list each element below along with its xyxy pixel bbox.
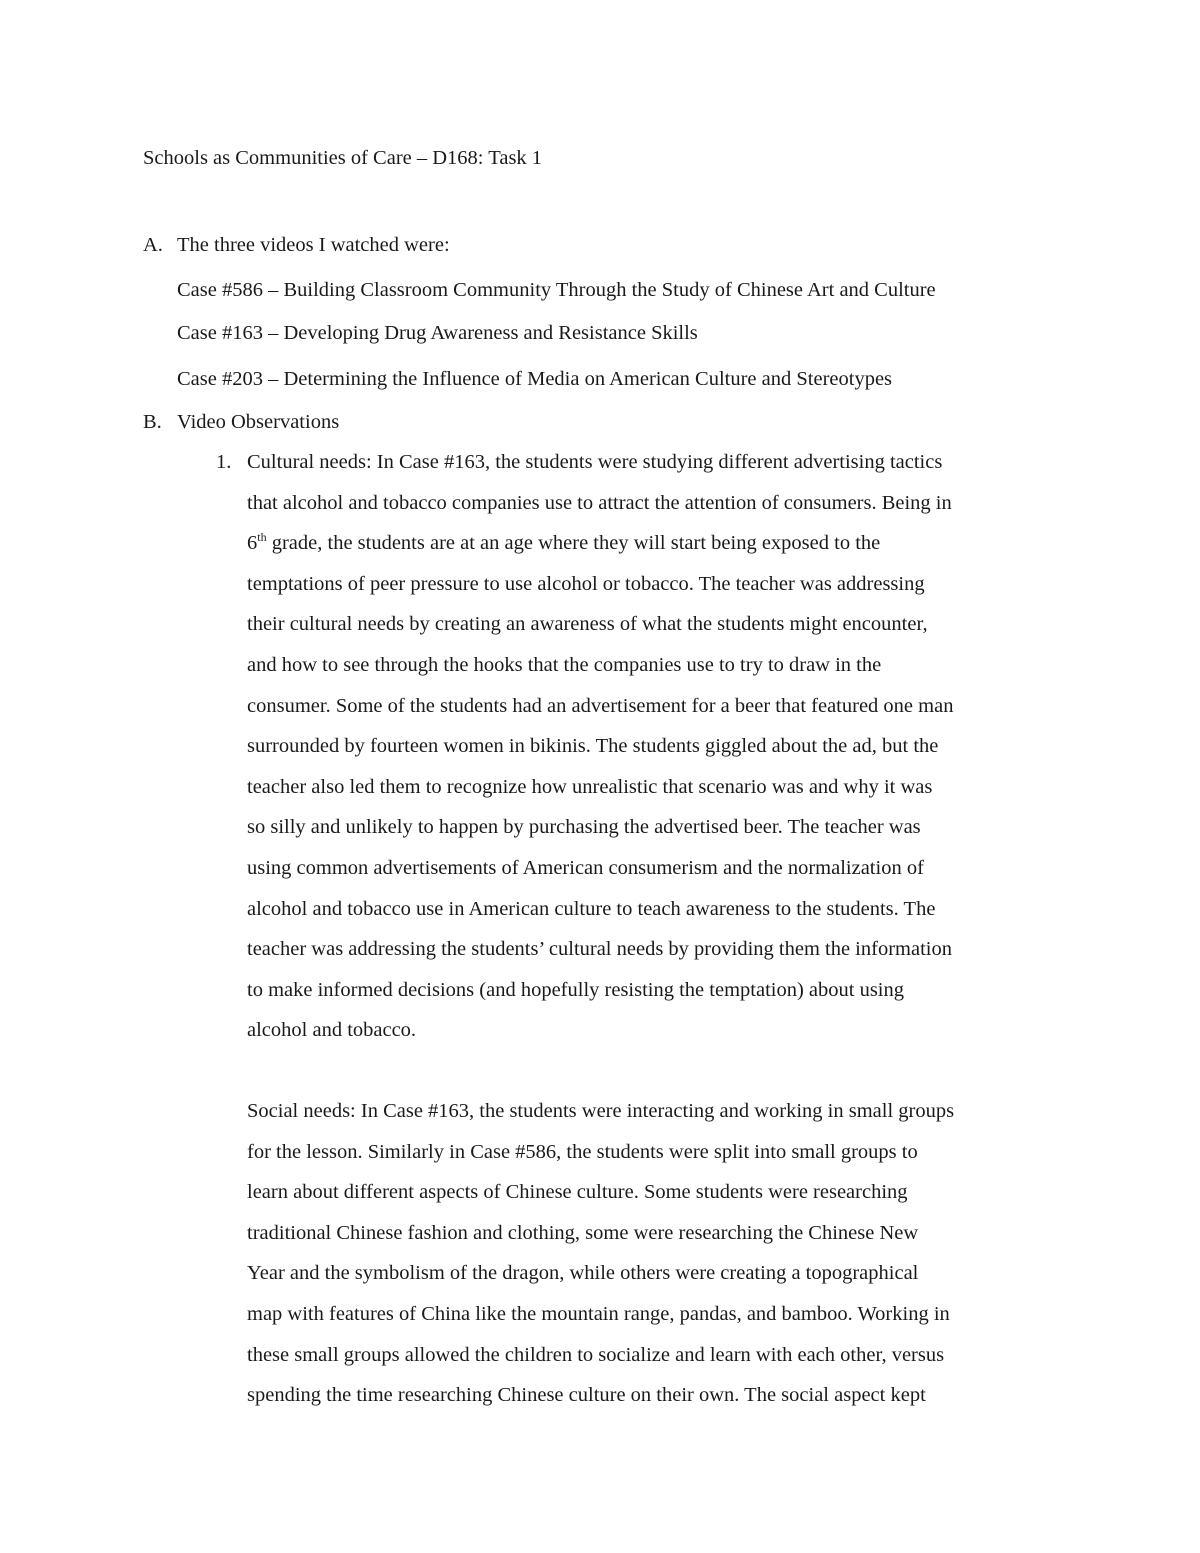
- paragraph-line: for the lesson. Similarly in Case #586, the students were split into small groups to: [247, 1140, 918, 1163]
- cultural-needs-paragraph: [247, 442, 1067, 1051]
- grade-number: 6: [247, 532, 258, 555]
- paragraph-line: their cultural needs by creating an awareness of what the students might encounter,: [247, 613, 928, 636]
- paragraph-line: traditional Chinese fashion and clothing, some were researching the Chinese New: [247, 1221, 919, 1244]
- paragraph-line: Year and the symbolism of the dragon, while others were creating a topographical: [247, 1262, 919, 1285]
- grade-ordinal-suffix: th: [257, 530, 267, 545]
- paragraph-line: teacher also led them to recognize how unrealistic that scenario was and why it was: [247, 775, 933, 798]
- paragraph-line: to make informed decisions (and hopefully resisting the temptation) about using: [247, 978, 905, 1001]
- paragraph-line: that alcohol and tobacco companies use to attract the attention of consumers. Being in: [247, 491, 952, 514]
- paragraph-line-grade: [247, 523, 1067, 564]
- section-b-letter: B.: [143, 411, 162, 433]
- section-a-letter: A.: [143, 234, 163, 256]
- paragraph-line: and how to see through the hooks that the companies use to try to draw in the: [247, 653, 882, 676]
- paragraph-line: learn about different aspects of Chinese culture. Some students were researching: [247, 1181, 908, 1204]
- paragraph-line: so silly and unlikely to happen by purchasing the advertised beer. The teacher was: [247, 816, 921, 839]
- paragraph-line: alcohol and tobacco use in American culture to teach awareness to the students. The: [247, 897, 936, 920]
- case-item: Case #163 – Developing Drug Awareness and Resistance Skills: [177, 322, 698, 344]
- paragraph-line: using common advertisements of American consumerism and the normalization of: [247, 856, 924, 879]
- paragraph-line: these small groups allowed the children to socialize and learn with each other, versus: [247, 1343, 945, 1366]
- section-a-heading: The three videos I watched were:: [177, 234, 450, 256]
- grade-line-text: grade, the students are at an age where they will start being exposed to the: [266, 532, 881, 555]
- section-b-heading: Video Observations: [177, 411, 340, 433]
- case-item: Case #586 – Building Classroom Community Through the Study of Chinese Art and Culture: [177, 279, 936, 301]
- paragraph-line: alcohol and tobacco.: [247, 1019, 417, 1042]
- case-item: Case #203 – Determining the Influence of Media on American Culture and Stereotypes: [177, 368, 893, 390]
- paragraph-line: surrounded by fourteen women in bikinis. The students giggled about the ad, but the: [247, 735, 939, 758]
- paragraph-line: teacher was addressing the students’ cultural needs by providing them the information: [247, 938, 952, 961]
- paragraph-line: Social needs: In Case #163, the students were interacting and working in small groups: [247, 1100, 955, 1122]
- document-title: Schools as Communities of Care – D168: Task 1: [143, 147, 543, 169]
- paragraph-line: map with features of China like the mountain range, pandas, and bamboo. Working in: [247, 1302, 950, 1325]
- paragraph-line: temptations of peer pressure to use alcohol or tobacco. The teacher was addressing: [247, 572, 925, 595]
- paragraph-line: consumer. Some of the students had an advertisement for a beer that featured one man: [247, 694, 954, 717]
- list-item-number: 1.: [216, 451, 232, 473]
- section-a: [0, 232, 1200, 258]
- social-needs-paragraph: [247, 1091, 1067, 1416]
- paragraph-line: Cultural needs: In Case #163, the students were studying different advertising tactics: [247, 451, 943, 473]
- section-b: [0, 409, 1200, 435]
- paragraph-line: spending the time researching Chinese culture on their own. The social aspect kept: [247, 1384, 926, 1407]
